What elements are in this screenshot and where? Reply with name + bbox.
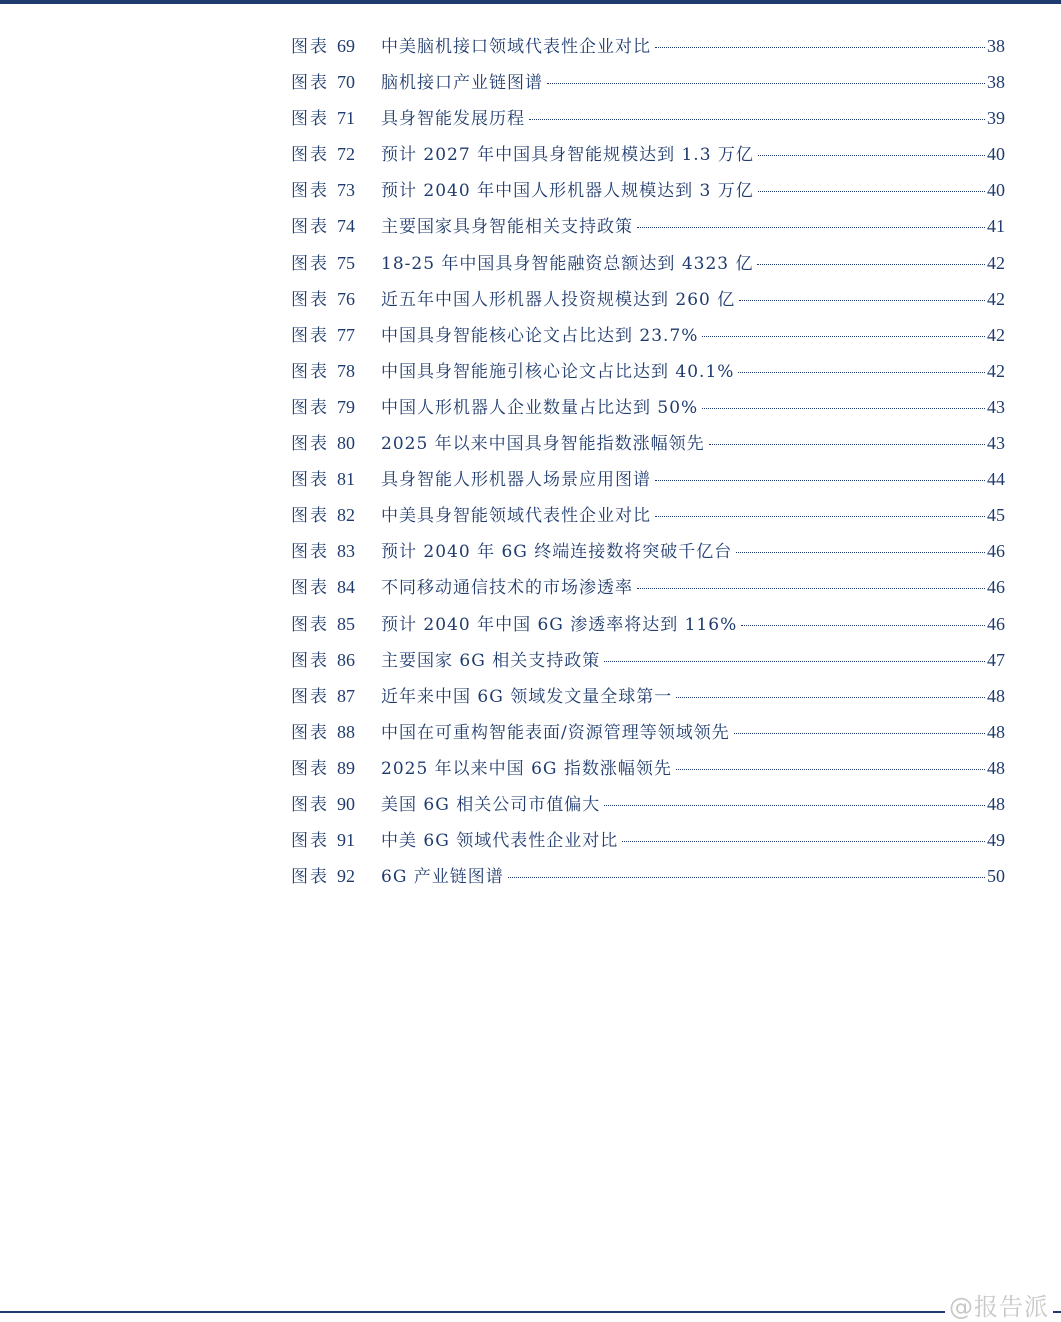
figure-number: 78 [337, 360, 355, 381]
figure-title: 18-25 年中国具身智能融资总额达到 4323 亿 [381, 253, 754, 274]
dot-leader [676, 769, 985, 770]
page-number: 42 [987, 360, 1005, 381]
figure-prefix: 图表 [291, 73, 329, 94]
figure-title: 预计 2040 年 6G 终端连接数将突破千亿台 [381, 542, 733, 563]
figure-number: 72 [337, 144, 355, 165]
figure-title: 预计 2040 年中国人形机器人规模达到 3 万亿 [381, 181, 754, 202]
dot-leader [508, 877, 985, 878]
figure-title: 2025 年以来中国具身智能指数涨幅领先 [381, 434, 705, 455]
toc-entry[interactable] [291, 172, 1005, 208]
figure-prefix: 图表 [291, 722, 329, 743]
page-number: 41 [987, 216, 1005, 237]
figure-prefix: 图表 [291, 434, 329, 455]
dot-leader [655, 516, 985, 517]
page-number: 42 [987, 324, 1005, 345]
toc-entry[interactable] [291, 64, 1005, 100]
toc-entry[interactable] [291, 569, 1005, 605]
figure-prefix: 图表 [291, 758, 329, 779]
page-number: 48 [987, 685, 1005, 706]
figure-title: 中国具身智能核心论文占比达到 23.7% [381, 325, 699, 346]
dot-leader [739, 300, 985, 301]
dot-leader [736, 552, 985, 553]
figure-title: 预计 2027 年中国具身智能规模达到 1.3 万亿 [381, 145, 754, 166]
figure-number: 90 [337, 793, 355, 814]
toc-entry[interactable] [291, 100, 1005, 136]
figure-number: 74 [337, 216, 355, 237]
figure-number: 79 [337, 396, 355, 417]
toc-entry[interactable] [291, 208, 1005, 244]
figure-number: 91 [337, 830, 355, 851]
figure-number: 70 [337, 72, 355, 93]
page-number: 49 [987, 830, 1005, 851]
toc-entry[interactable] [291, 714, 1005, 750]
page-number: 46 [987, 541, 1005, 562]
dot-leader [655, 47, 985, 48]
toc-entry[interactable] [291, 389, 1005, 425]
figure-title: 预计 2040 年中国 6G 渗透率将达到 116% [381, 614, 738, 635]
page-number: 42 [987, 252, 1005, 273]
figure-prefix: 图表 [291, 361, 329, 382]
figure-title: 具身智能人形机器人场景应用图谱 [381, 470, 651, 491]
toc-entry[interactable] [291, 786, 1005, 822]
figure-title: 2025 年以来中国 6G 指数涨幅领先 [381, 758, 672, 779]
page-number: 50 [987, 866, 1005, 887]
bottom-rule [0, 1311, 1061, 1313]
toc-entry[interactable] [291, 822, 1005, 858]
toc-entry[interactable] [291, 858, 1005, 894]
page-number: 43 [987, 433, 1005, 454]
figure-prefix: 图表 [291, 470, 329, 491]
figure-title: 6G 产业链图谱 [381, 867, 504, 888]
figure-prefix: 图表 [291, 650, 329, 671]
page-number: 48 [987, 757, 1005, 778]
figure-title: 近年来中国 6G 领域发文量全球第一 [381, 686, 673, 707]
dot-leader [655, 480, 985, 481]
figure-number: 92 [337, 866, 355, 887]
figure-title: 中国在可重构智能表面/资源管理等领域领先 [381, 722, 730, 743]
figure-number: 73 [337, 180, 355, 201]
figure-prefix: 图表 [291, 397, 329, 418]
toc-entry[interactable] [291, 425, 1005, 461]
dot-leader [709, 444, 985, 445]
figure-prefix: 图表 [291, 37, 329, 57]
page-number: 39 [987, 108, 1005, 129]
dot-leader [622, 841, 985, 842]
dot-leader [529, 119, 985, 120]
figure-number: 86 [337, 649, 355, 670]
page-number: 38 [987, 72, 1005, 93]
page-number: 42 [987, 288, 1005, 309]
toc-entry[interactable] [291, 136, 1005, 172]
figure-number: 75 [337, 252, 355, 273]
dot-leader [702, 336, 985, 337]
page-number: 40 [987, 180, 1005, 201]
figure-number: 77 [337, 324, 355, 345]
page-number: 46 [987, 577, 1005, 598]
figure-prefix: 图表 [291, 289, 329, 310]
watermark: @报告派 [945, 1287, 1053, 1322]
page-number: 46 [987, 613, 1005, 634]
dot-leader [734, 733, 985, 734]
figure-number: 83 [337, 541, 355, 562]
dot-leader [757, 264, 985, 265]
figure-prefix: 图表 [291, 145, 329, 166]
figure-number: 84 [337, 577, 355, 598]
figure-title: 脑机接口产业链图谱 [381, 73, 543, 94]
figure-title: 中美脑机接口领域代表性企业对比 [381, 37, 651, 57]
dot-leader [738, 372, 985, 373]
figure-title: 具身智能发展历程 [381, 109, 525, 130]
toc-entry[interactable] [291, 317, 1005, 353]
top-rule [0, 0, 1061, 4]
figure-prefix: 图表 [291, 614, 329, 635]
figure-number: 87 [337, 685, 355, 706]
figure-prefix: 图表 [291, 831, 329, 852]
figure-number: 80 [337, 433, 355, 454]
dot-leader [547, 83, 985, 84]
page-number: 44 [987, 469, 1005, 490]
page-number: 47 [987, 649, 1005, 670]
page-number: 38 [987, 36, 1005, 56]
figure-prefix: 图表 [291, 181, 329, 202]
dot-leader [758, 191, 985, 192]
figure-title: 美国 6G 相关公司市值偏大 [381, 794, 601, 815]
toc-entry[interactable] [291, 642, 1005, 678]
dot-leader [604, 805, 985, 806]
toc-entry[interactable] [291, 678, 1005, 714]
toc-entry[interactable] [291, 353, 1005, 389]
figure-number: 69 [337, 36, 355, 56]
page-number: 48 [987, 721, 1005, 742]
figure-number: 81 [337, 469, 355, 490]
figure-prefix: 图表 [291, 542, 329, 563]
toc-entry[interactable] [291, 606, 1005, 642]
page-number: 48 [987, 793, 1005, 814]
toc-entry[interactable] [291, 245, 1005, 281]
figure-number: 88 [337, 721, 355, 742]
toc-entry[interactable] [291, 533, 1005, 569]
figure-number: 85 [337, 613, 355, 634]
toc-entry[interactable] [291, 750, 1005, 786]
figure-prefix: 图表 [291, 794, 329, 815]
figure-title: 主要国家具身智能相关支持政策 [381, 217, 633, 238]
toc-entry[interactable] [291, 281, 1005, 317]
dot-leader [604, 661, 985, 662]
figure-title: 中美 6G 领域代表性企业对比 [381, 831, 619, 852]
toc-entry[interactable] [291, 28, 1005, 64]
dot-leader [758, 155, 985, 156]
figure-title: 中国人形机器人企业数量占比达到 50% [381, 397, 699, 418]
figure-number: 76 [337, 288, 355, 309]
figure-prefix: 图表 [291, 867, 329, 888]
figure-prefix: 图表 [291, 578, 329, 599]
figure-prefix: 图表 [291, 686, 329, 707]
figure-title: 主要国家 6G 相关支持政策 [381, 650, 601, 671]
figure-prefix: 图表 [291, 253, 329, 274]
figure-title: 中国具身智能施引核心论文占比达到 40.1% [381, 361, 735, 382]
toc-entry[interactable] [291, 497, 1005, 533]
figure-number: 89 [337, 757, 355, 778]
figure-number: 71 [337, 108, 355, 129]
figure-number: 82 [337, 505, 355, 526]
dot-leader [676, 697, 985, 698]
dot-leader [702, 408, 985, 409]
page-number: 43 [987, 396, 1005, 417]
figure-prefix: 图表 [291, 325, 329, 346]
figure-prefix: 图表 [291, 506, 329, 527]
page-number: 45 [987, 505, 1005, 526]
figure-title: 不同移动通信技术的市场渗透率 [381, 578, 633, 599]
figure-title: 中美具身智能领域代表性企业对比 [381, 506, 651, 527]
toc-entry[interactable] [291, 461, 1005, 497]
dot-leader [637, 588, 985, 589]
figure-prefix: 图表 [291, 217, 329, 238]
page-number: 40 [987, 144, 1005, 165]
dot-leader [741, 625, 985, 626]
figure-prefix: 图表 [291, 109, 329, 130]
dot-leader [637, 227, 985, 228]
figure-title: 近五年中国人形机器人投资规模达到 260 亿 [381, 289, 736, 310]
figure-index [291, 28, 1005, 894]
